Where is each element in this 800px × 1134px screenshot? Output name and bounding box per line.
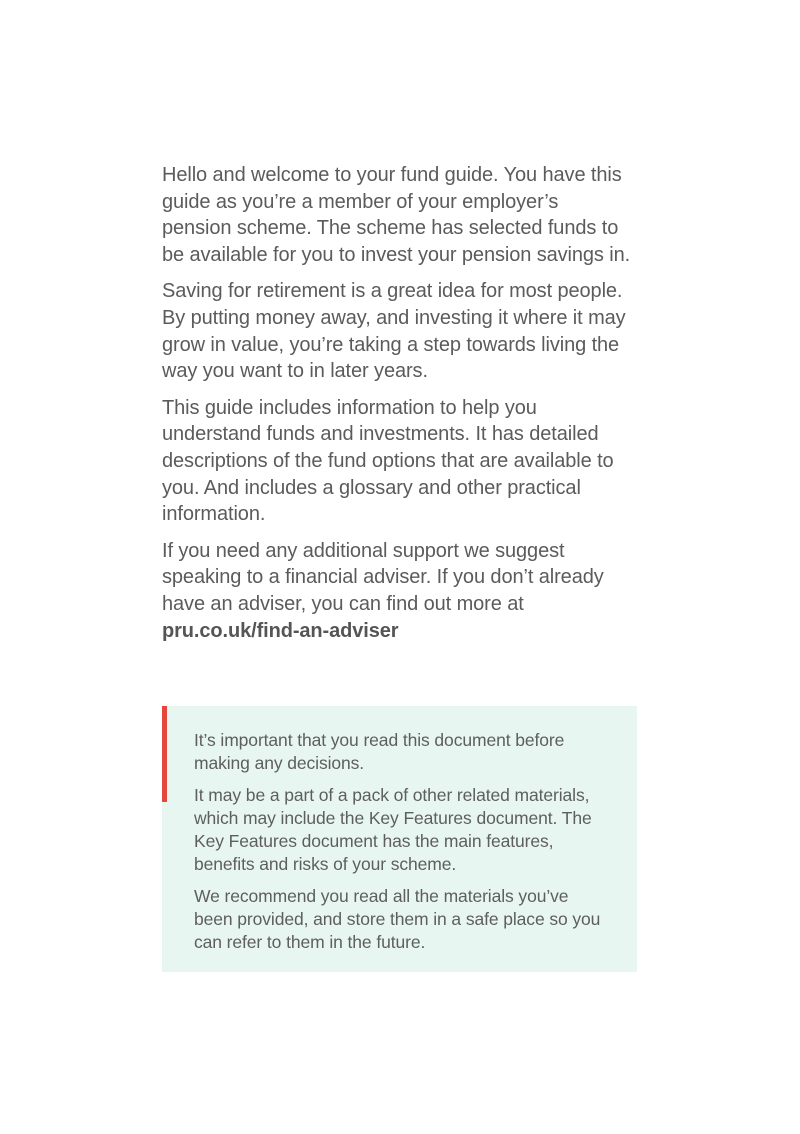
intro-paragraph-welcome: Hello and welcome to your fund guide. You have this guide as you’re a member of your employer’s pension scheme. The scheme has selected funds to be available for you to invest your pension savings in.	[162, 164, 631, 266]
notice-accent-bar	[162, 706, 167, 802]
notice-paragraph-key-features: It may be a part of a pack of other related materials, which may include the Key Features document. The Key Features document has the main features, benefits and risks of your scheme.	[194, 785, 592, 874]
notice-paragraph-read-document: It’s important that you read this document before making any decisions.	[194, 730, 565, 773]
intro-section	[162, 162, 632, 654]
important-notice-box	[162, 706, 637, 972]
intro-paragraph-guide-contents: This guide includes information to help you understand funds and investments. It has detailed descriptions of the fund options that are available to you. And includes a glossary and other practical information.	[162, 396, 614, 526]
notice-paragraph-store-materials: We recommend you read all the materials you’ve been provided, and store them in a safe place so you can refer to them in the future.	[194, 886, 601, 952]
adviser-link[interactable]: pru.co.uk/find-an-adviser	[162, 619, 399, 642]
intro-text	[162, 162, 632, 644]
intro-paragraph-saving: Saving for retirement is a great idea for most people. By putting money away, and investing it where it may grow in value, you’re taking a step towards living the way you want to in later years.	[162, 280, 626, 383]
notice-body	[194, 729, 609, 963]
intro-paragraph-adviser	[162, 538, 632, 644]
adviser-text: If you need any additional support we suggest speaking to a financial adviser. If you don’t already have an adviser, you can find out more at	[162, 539, 604, 615]
